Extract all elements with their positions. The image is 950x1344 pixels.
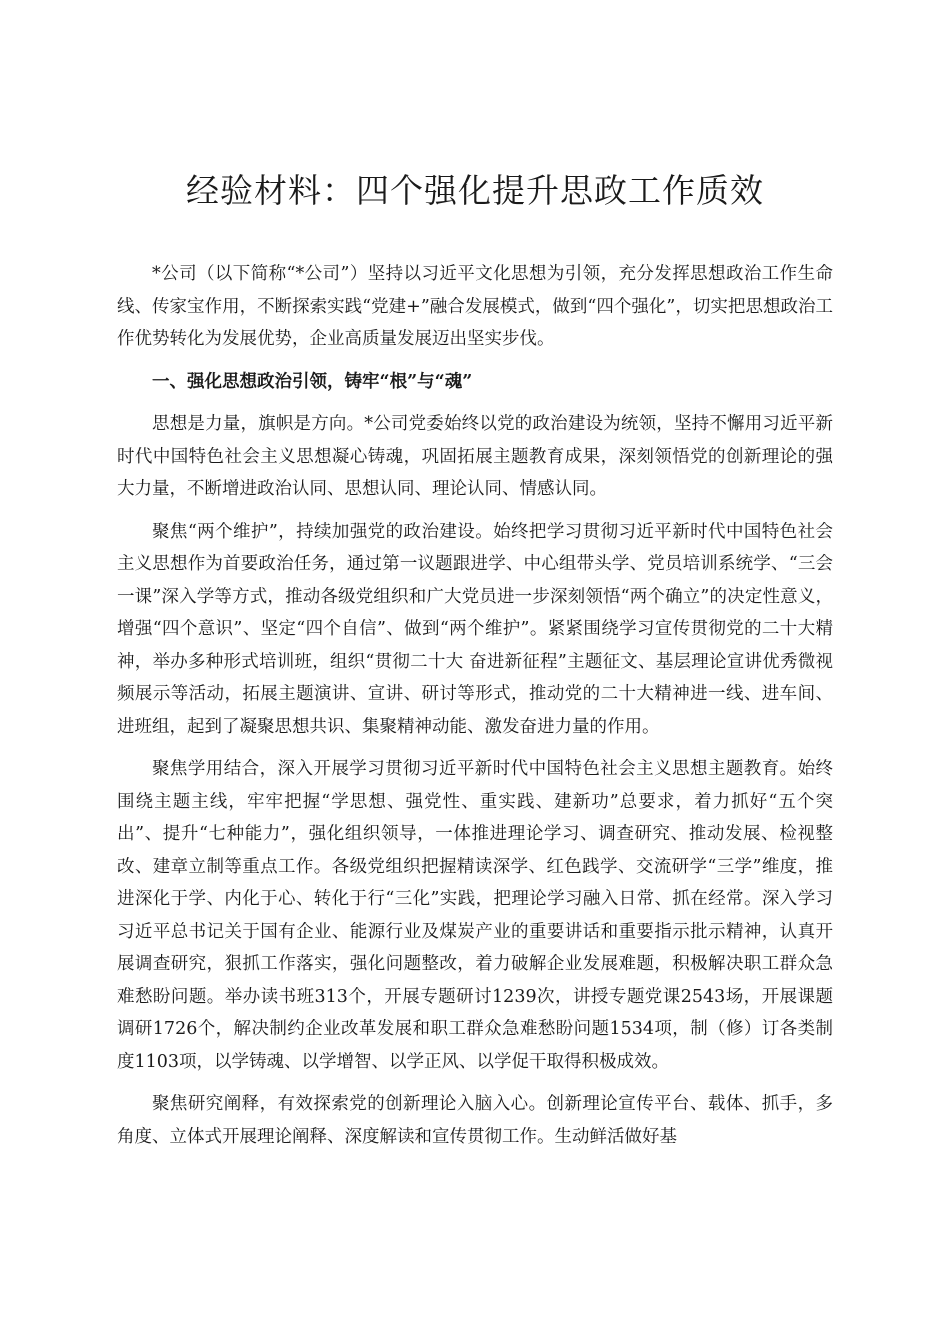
intro-paragraph: *公司（以下简称“*公司”）坚持以习近平文化思想为引领，充分发挥思想政治工作生命线、传家宝作用，不断探索实践“党建+”融合发展模式，做到“四个强化”，切实把思想政治工作优势转化为发展优势，企业高质量发展迈出坚实步伐。 — [117, 264, 833, 349]
body-paragraph: 思想是力量，旗帜是方向。*公司党委始终以党的政治建设为统领，坚持不懈用习近平新时代中国特色社会主义思想凝心铸魂，巩固拓展主题教育成果，深刻领悟党的创新理论的强大力量，不断增进政治认同、思想认同、理论认同、情感认同。 — [117, 414, 833, 499]
body-paragraph: 聚焦学用结合，深入开展学习贯彻习近平新时代中国特色社会主义思想主题教育。始终围绕主题主线，牢牢把握“学思想、强党性、重实践、建新功”总要求，着力抓好“五个突出”、提升“七种能力”，强化组织领导，一体推进理论学习、调查研究、推动发展、检视整改、建章立制等重点工作。各级党组织把握精读深学、红色践学、交流研学“三学”维度，推进深化于学、内化于心、转化于行“三化”实践，把理论学习融入日常、抓在经常。深入学习习近平总书记关于国有企业、能源行业及煤炭产业的重要讲话和重要指示批示精神，认真开展调查研究，狠抓工作落实，强化问题整改，着力破解企业发展难题，积极解决职工群众急难愁盼问题。举办读书班313个，开展专题研讨1239次，讲授专题党课2543场，开展课题调研1726个，解决制约企业改革发展和职工群众急难愁盼问题1534项，制（修）订各类制度1103项，以学铸魂、以学增智、以学正风、以学促干取得积极成效。 — [117, 759, 833, 1072]
section-heading: 一、强化思想政治引领，铸牢“根”与“魂” — [152, 371, 473, 392]
document-body — [117, 258, 833, 1163]
body-paragraph: 聚焦研究阐释，有效探索党的创新理论入脑入心。创新理论宣传平台、载体、抓手，多角度、立体式开展理论阐释、深度解读和宣传贯彻工作。生动鲜活做好基 — [117, 1094, 833, 1147]
body-paragraph: 聚焦“两个维护”，持续加强党的政治建设。始终把学习贯彻习近平新时代中国特色社会主义思想作为首要政治任务，通过第一议题跟进学、中心组带头学、党员培训系统学、“三会一课”深入学等方式，推动各级党组织和广大党员进一步深刻领悟“两个确立”的决定性意义，增强“四个意识”、坚定“四个自信”、做到“两个维护”。紧紧围绕学习宣传贯彻党的二十大精神，举办多种形式培训班，组织“贯彻二十大 奋进新征程”主题征文、基层理论宣讲优秀微视频展示等活动，拓展主题演讲、宣讲、研讨等形式，推动党的二十大精神进一线、进车间、进班组，起到了凝聚思想共识、集聚精神动能、激发奋进力量的作用。 — [117, 521, 833, 737]
document-title: 经验材料：四个强化提升思政工作质效 — [186, 171, 764, 210]
